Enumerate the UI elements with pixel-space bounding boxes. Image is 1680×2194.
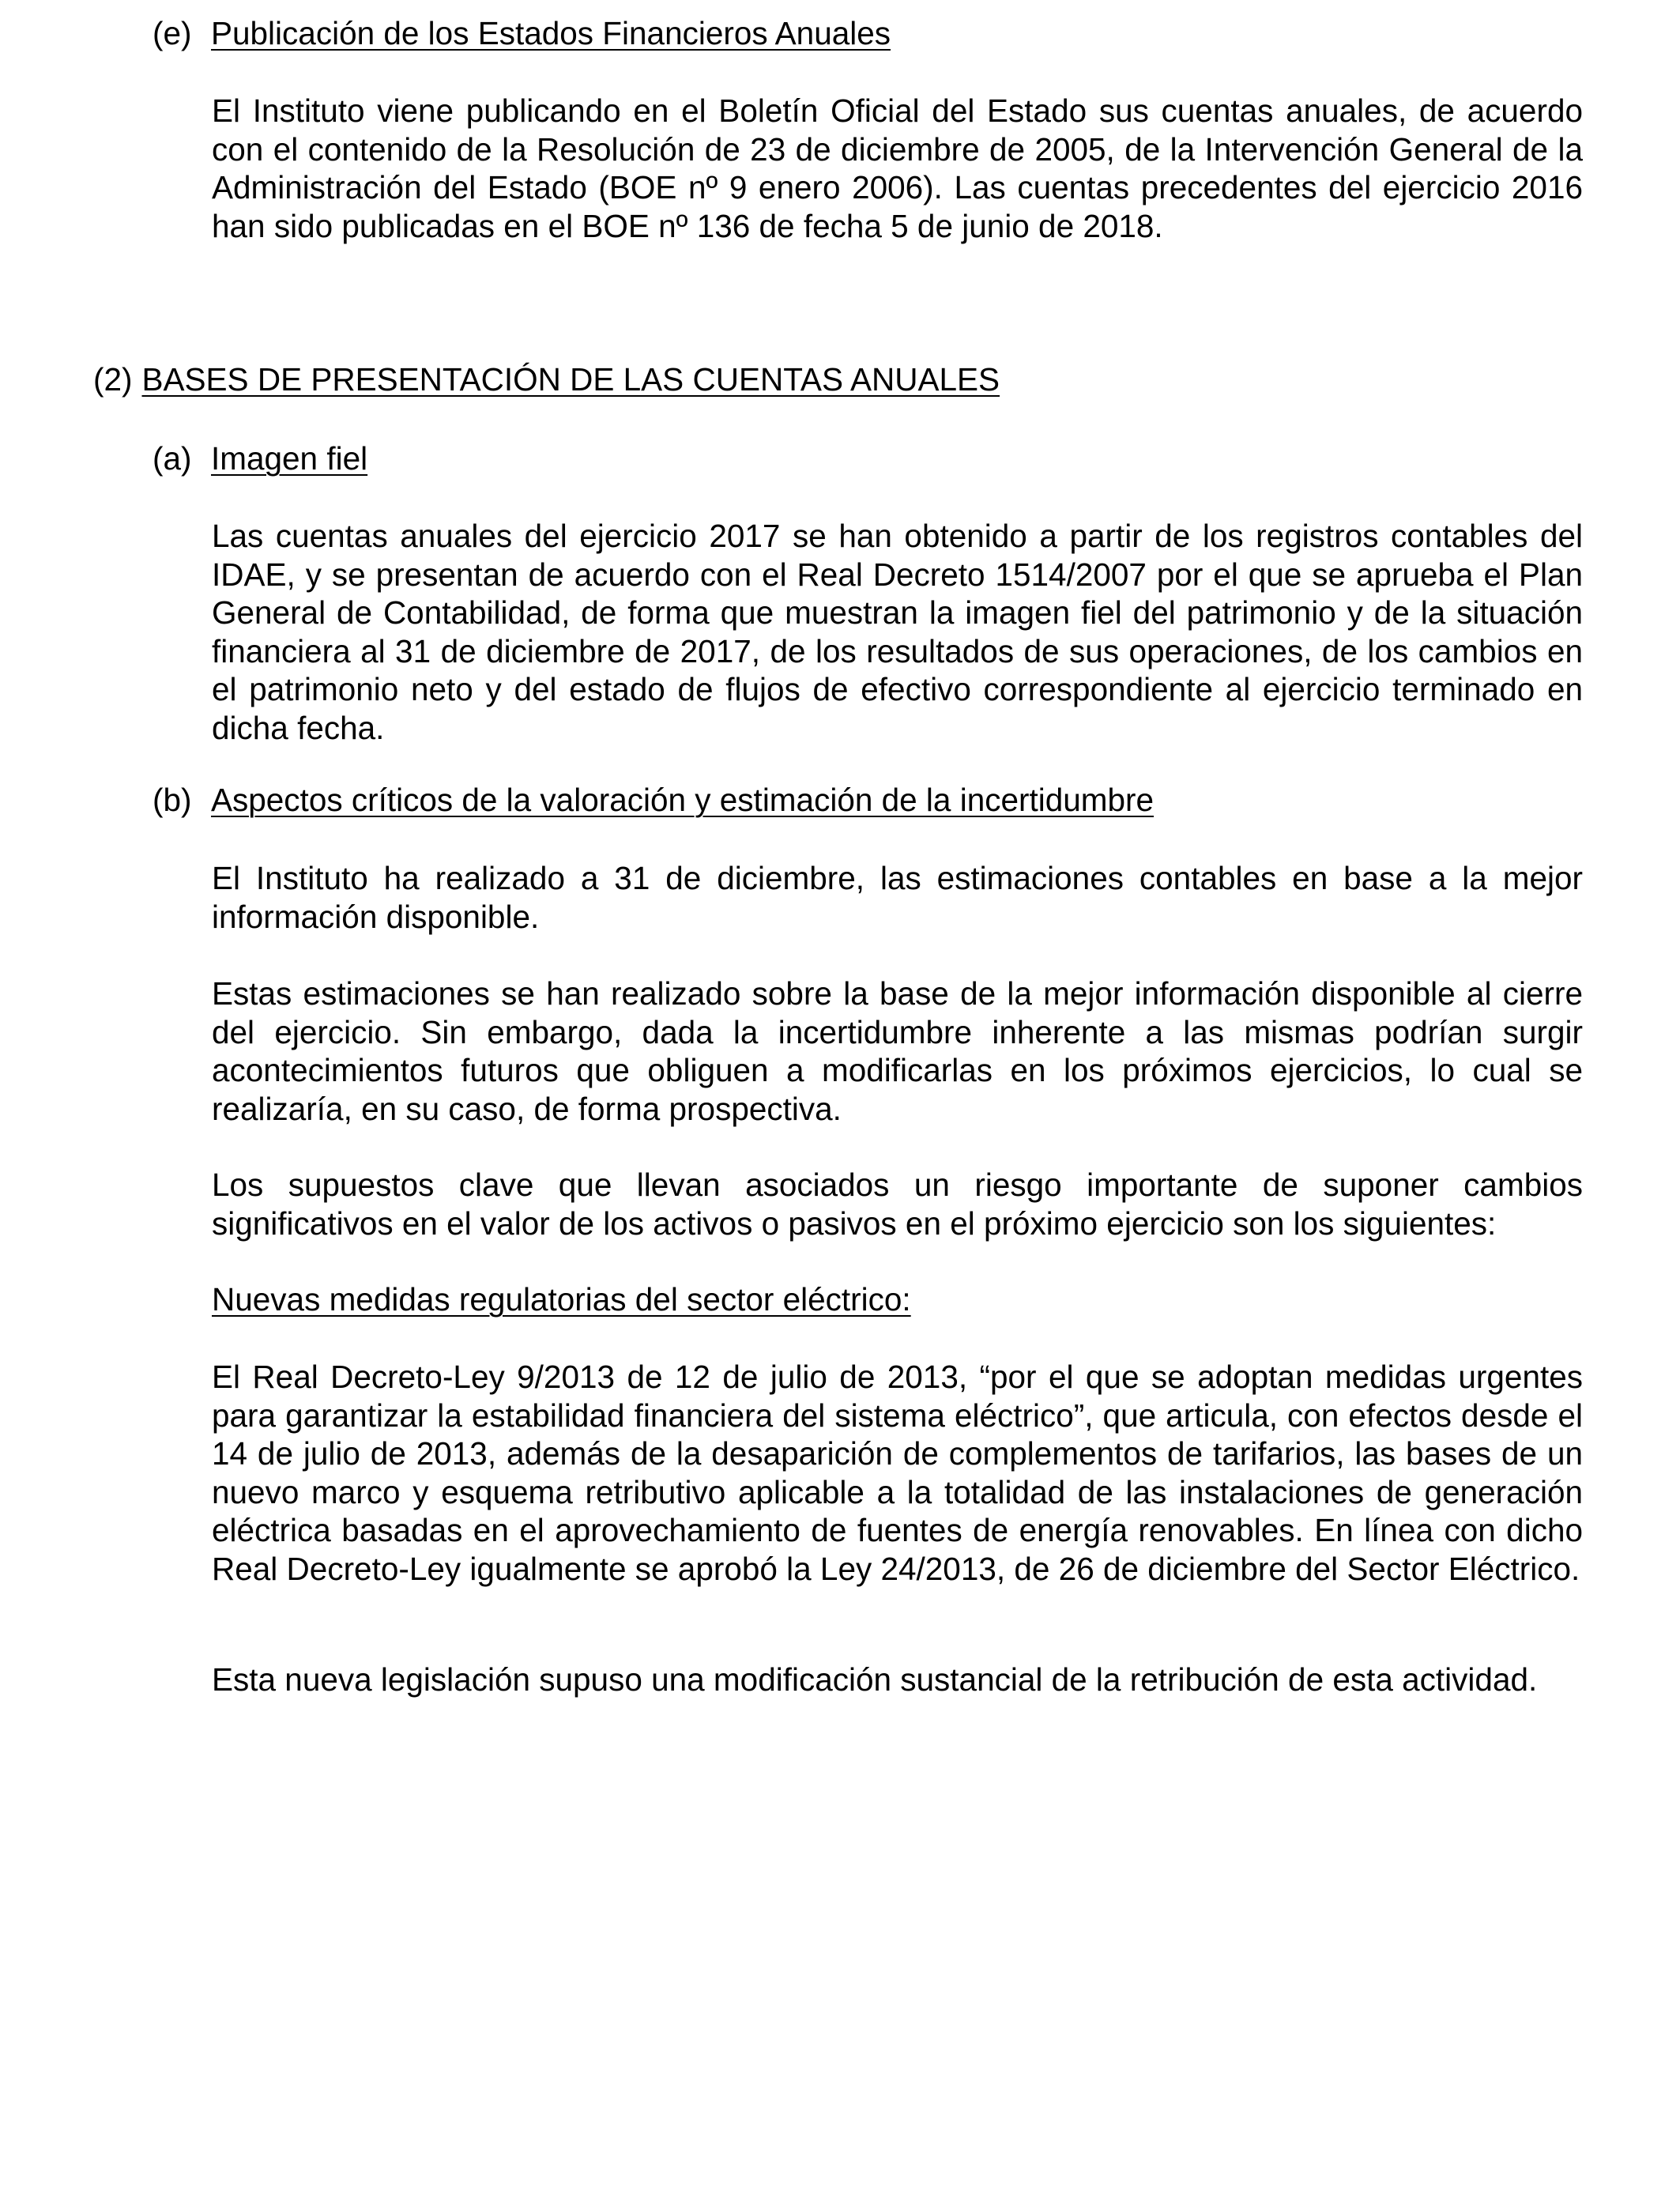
section-b-subheading: Nuevas medidas regulatorias del sector eléctrico: xyxy=(212,1281,911,1318)
section-b-title: Aspectos críticos de la valoración y estimación de la incertidumbre xyxy=(211,782,1155,818)
section-b-heading xyxy=(153,781,1154,819)
section-a-paragraph: Las cuentas anuales del ejercicio 2017 se han obtenido a partir de los registros contables del IDAE, y se presentan de acuerdo con el Real Decreto 1514/2007 por el que se aprueba el Plan General de Contabilidad, de forma que muestran la imagen fiel del patrimonio y de la situación financiera al 31 de diciembre de 2017, de los resultados de sus operaciones, de los cambios en el patrimonio neto y del estado de flujos de efectivo correspondiente al ejercicio terminado en dicha fecha. xyxy=(212,518,1583,746)
section-b-paragraph-2: Estas estimaciones se han realizado sobre la base de la mejor información disponible al cierre del ejercicio. Sin embargo, dada la incertidumbre inherente a las mismas podrían surgir acontecimientos futuros que obliguen a modificarlas en los próximos ejercicios, lo cual se realizaría, en su caso, de forma prospectiva. xyxy=(212,975,1583,1127)
section-a-heading xyxy=(153,439,367,477)
section-e-title: Publicación de los Estados Financieros Anuales xyxy=(211,15,891,51)
section-e-heading xyxy=(153,14,891,52)
section-e-label: (e) xyxy=(153,15,192,51)
section-b-paragraph-3: Los supuestos clave que llevan asociados un riesgo importante de suponer cambios significativos en el valor de los activos o pasivos en el próximo ejercicio son los siguientes: xyxy=(212,1167,1583,1242)
section-a-label: (a) xyxy=(153,440,192,477)
section-a-title: Imagen fiel xyxy=(211,440,368,477)
section-2-heading xyxy=(93,360,1000,398)
section-2-label: (2) xyxy=(93,361,133,398)
section-b-paragraph-1: El Instituto ha realizado a 31 de diciembre, las estimaciones contables en base a la mejor información disponible. xyxy=(212,860,1583,935)
section-2-title: BASES DE PRESENTACIÓN DE LAS CUENTAS ANUALES xyxy=(141,361,1000,398)
section-b-paragraph-4: El Real Decreto-Ley 9/2013 de 12 de julio de 2013, “por el que se adoptan medidas urgentes para garantizar la estabilidad financiera del sistema eléctrico”, que articula, con efectos desde el 14 de julio de 2013, además de la desaparición de complementos de tarifarios, las bases de un nuevo marco y esquema retributivo aplicable a la totalidad de las instalaciones de generación eléctrica basadas en el aprovechamiento de fuentes de energía renovables. En línea con dicho Real Decreto-Ley igualmente se aprobó la Ley 24/2013, de 26 de diciembre del Sector Eléctrico. xyxy=(212,1359,1583,1587)
section-b-label: (b) xyxy=(153,782,192,818)
section-b-paragraph-5: Esta nueva legislación supuso una modificación sustancial de la retribución de esta actividad. xyxy=(212,1661,1538,1698)
section-e-paragraph: El Instituto viene publicando en el Boletín Oficial del Estado sus cuentas anuales, de acuerdo con el contenido de la Resolución de 23 de diciembre de 2005, de la Intervención General de la Administración del Estado (BOE nº 9 enero 2006). Las cuentas precedentes del ejercicio 2016 han sido publicadas en el BOE nº 136 de fecha 5 de junio de 2018. xyxy=(212,92,1583,244)
